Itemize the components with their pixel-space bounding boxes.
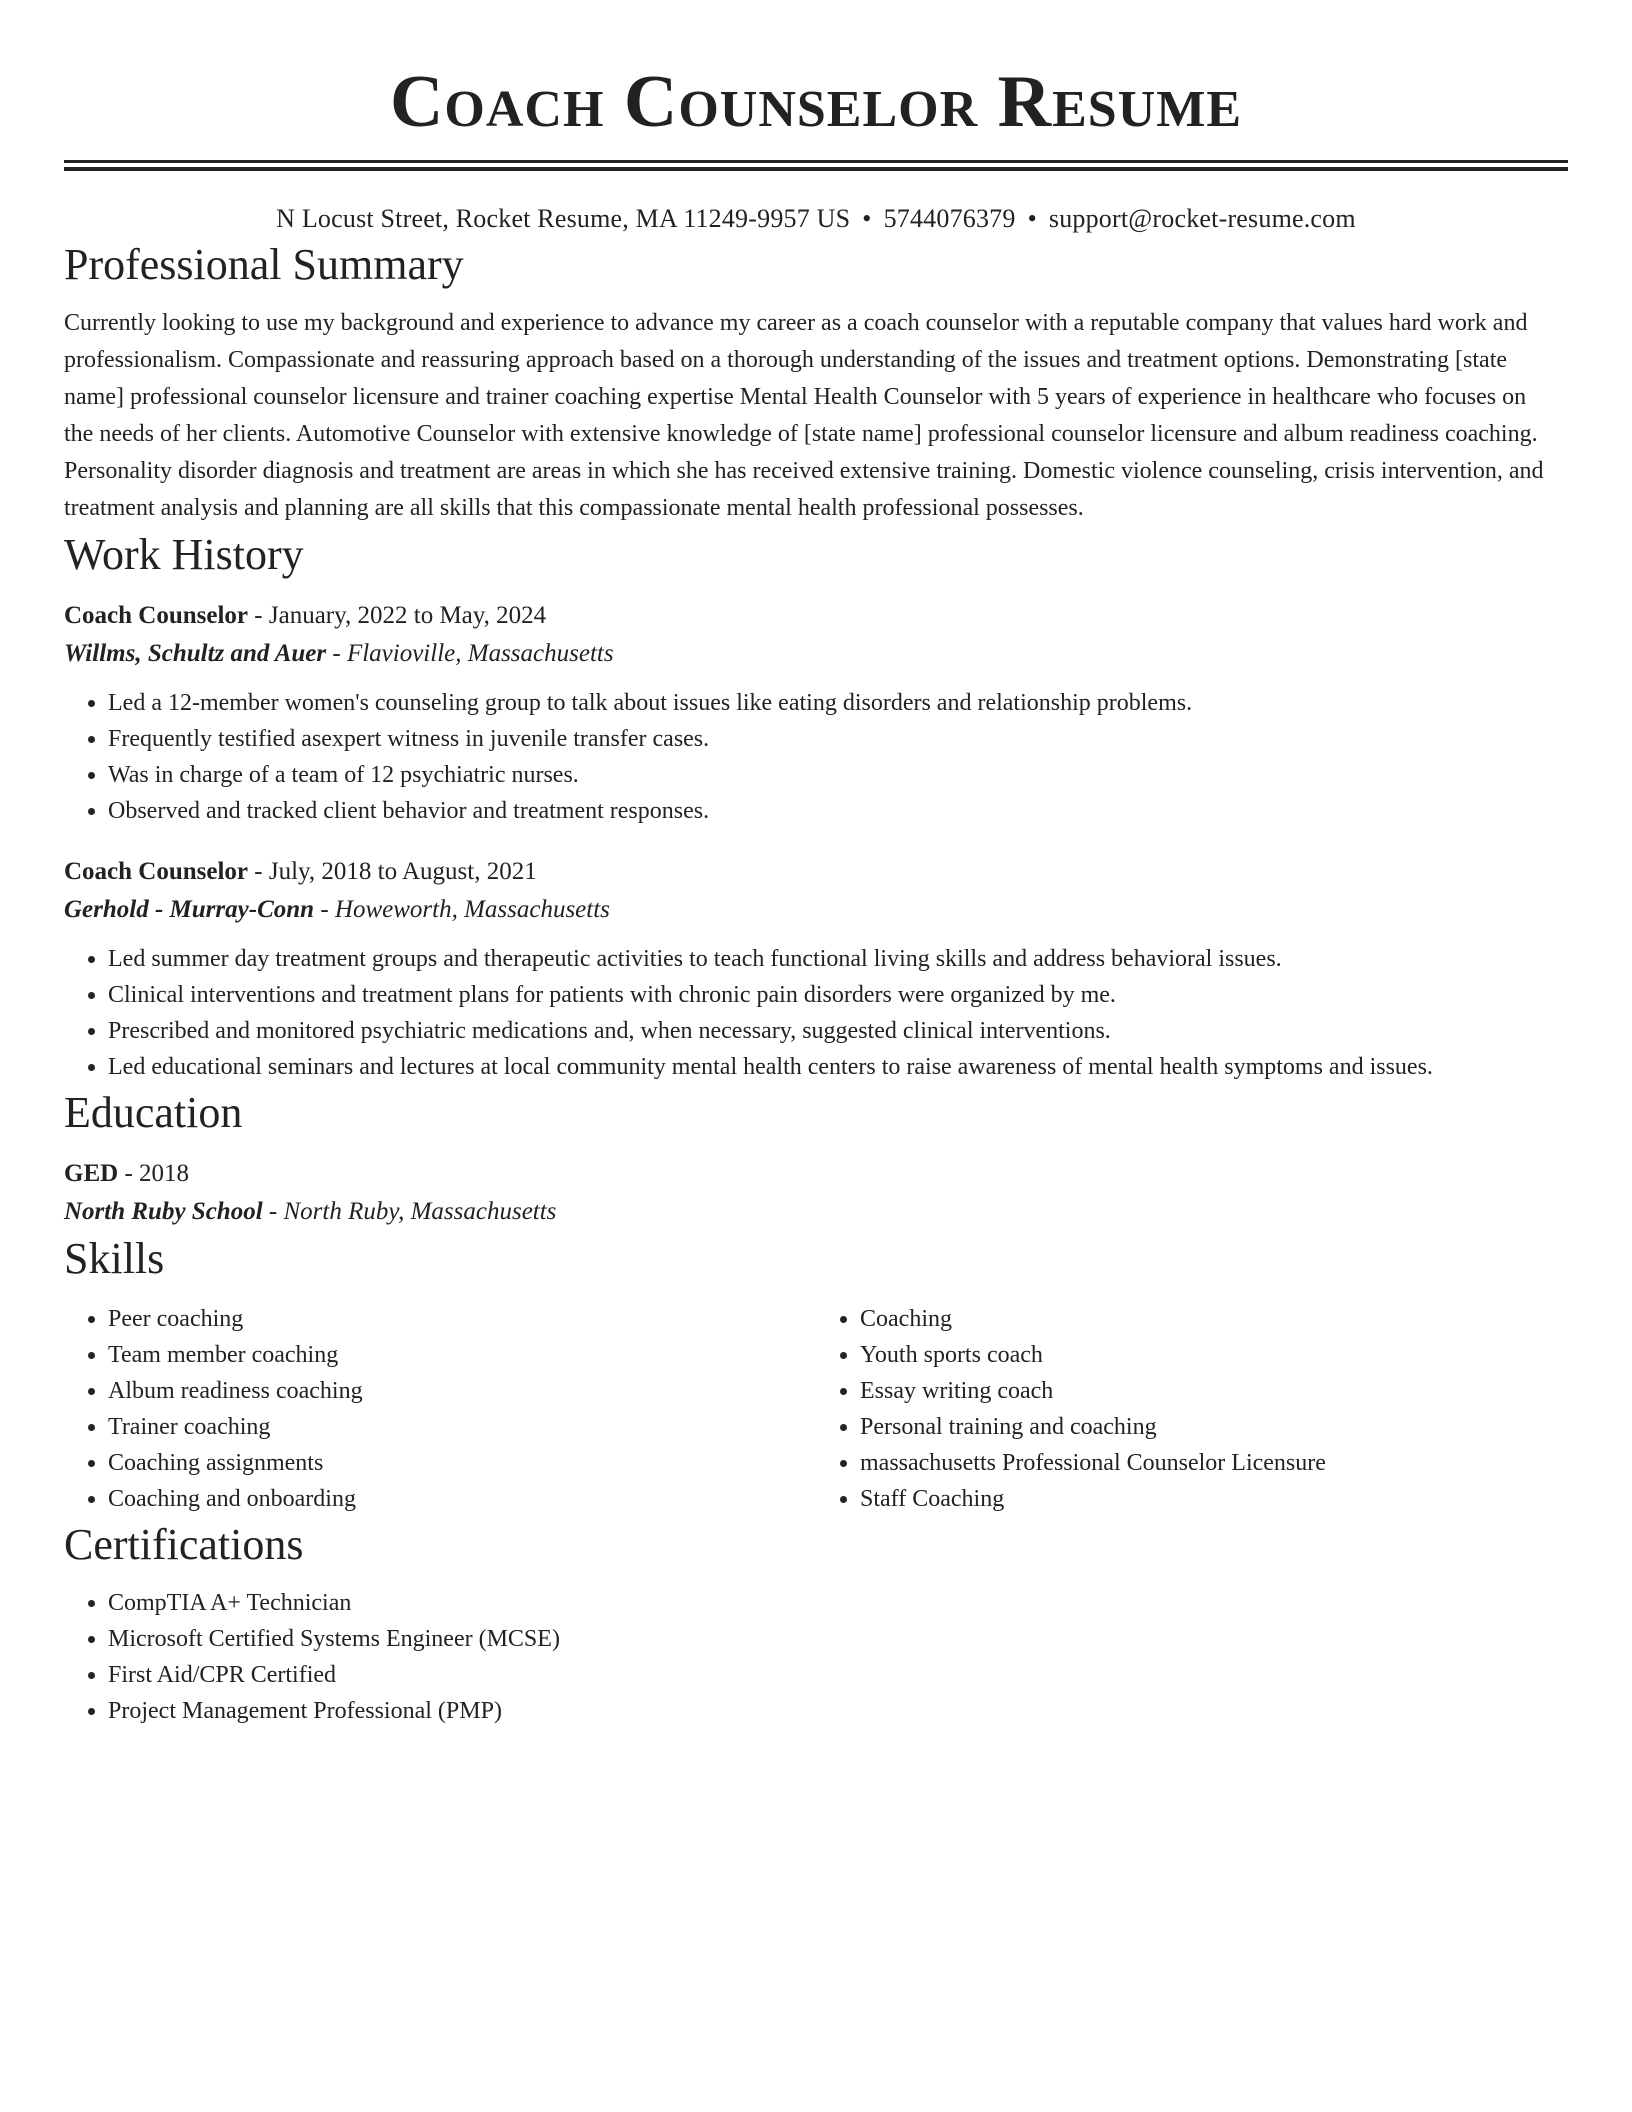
skill-item: • Peer coaching [108,1301,816,1337]
certification-item: • CompTIA A+ Technician [108,1585,1568,1621]
skill-item: • Personal training and coaching [860,1409,1568,1445]
employer-name: Willms, Schultz and Auer [64,640,327,667]
skill-item: • Coaching assignments [108,1445,816,1481]
summary-heading: Professional Summary [64,240,464,289]
job-bullet: • Prescribed and monitored psychiatric medications and, when necessary, suggested clinical interventions. [108,1013,1568,1049]
skill-item: • Coaching and onboarding [108,1481,816,1517]
school-line [64,1193,1568,1231]
job-bullet: • Led summer day treatment groups and therapeutic activities to teach functional living skills and address behavioral issues. [108,941,1568,977]
dash: - [326,640,347,667]
job-dates: July, 2018 to August, 2021 [268,858,537,885]
graduation-year: 2018 [139,1160,190,1187]
certification-item: • Microsoft Certified Systems Engineer (MCSE) [108,1621,1568,1657]
skill-item: • Youth sports coach [860,1337,1568,1373]
job-entry [64,853,1568,1085]
job-dates: January, 2022 to May, 2024 [268,602,547,629]
school-name: North Ruby School [64,1198,263,1225]
job-bullet: • Clinical interventions and treatment plans for patients with chronic pain disorders were organized by me. [108,977,1568,1013]
job-title: Coach Counselor [64,858,249,885]
degree-line [64,1155,1568,1193]
employer-line [64,635,1568,673]
education-entry [64,1155,1568,1231]
title-divider [64,160,1568,171]
job-bullet: • Led a 12-member women's counseling group to talk about issues like eating disorders and relationship problems. [108,685,1568,721]
contact-phone: 5744076379 [883,204,1016,233]
dash: - [262,1198,284,1225]
dash: - [248,858,269,885]
contact-email: support@rocket-resume.com [1048,204,1356,233]
job-bullets [64,941,1568,1085]
contact-separator: • [1027,204,1037,233]
resume-title: Coach Counselor Resume [389,61,1243,143]
degree: GED [64,1160,119,1187]
employer-location: Howeworth, Massachusetts [334,896,610,923]
skill-item: • Coaching [860,1301,1568,1337]
contact-address: N Locust Street, Rocket Resume, MA 11249-9957 US [276,204,851,233]
education-heading: Education [64,1088,243,1137]
certifications-list [64,1585,1568,1729]
skill-item: • Staff Coaching [860,1481,1568,1517]
job-bullet: • Observed and tracked client behavior and treatment responses. [108,793,1568,829]
contact-separator: • [862,204,872,233]
dash: - [118,1160,140,1187]
skill-item: • massachusetts Professional Counselor Licensure [860,1445,1568,1481]
school-location: North Ruby, Massachusetts [283,1198,557,1225]
employer-name: Gerhold - Murray-Conn [64,896,315,923]
skill-item: • Team member coaching [108,1337,816,1373]
job-title-line [64,597,1568,635]
job-title-line [64,853,1568,891]
employer-line [64,891,1568,929]
summary-text: Currently looking to use my background and experience to advance my career as a coach counselor with a reputable company that values hard work and professionalism. Compassionate and reassuring approach based on a thorough understanding of the issues and treatment options. Demonstrating [state name] professional counselor licensure and trainer coaching expertise Mental Health Counselor with 5 years of experience in healthcare who focuses on the needs of her clients. Automotive Counselor with extensive knowledge of [state name] professional counselor licensure and album readiness coaching. Personality disorder diagnosis and treatment are areas in which she has received extensive training. Domestic violence counseling, crisis intervention, and treatment analysis and planning are all skills that this compassionate mental health professional possesses. [64,310,1544,521]
certification-item: • Project Management Professional (PMP) [108,1693,1568,1729]
job-bullets [64,685,1568,829]
skill-item: • Album readiness coaching [108,1373,816,1409]
job-bullet: • Was in charge of a team of 12 psychiatric nurses. [108,757,1568,793]
job-bullet: • Led educational seminars and lectures at local community mental health centers to raise awareness of mental health symptoms and issues. [108,1049,1568,1085]
dash: - [248,602,269,629]
work-history-heading: Work History [64,530,304,579]
skills-list-right [816,1301,1568,1517]
skills-columns [64,1301,1568,1517]
employer-location: Flavioville, Massachusetts [346,640,614,667]
dash: - [314,896,335,923]
skills-list-left [64,1301,816,1517]
certification-item: • First Aid/CPR Certified [108,1657,1568,1693]
contact-line [64,201,1568,237]
certifications-heading: Certifications [64,1520,304,1569]
job-title: Coach Counselor [64,602,249,629]
job-entry [64,597,1568,829]
skill-item: • Essay writing coach [860,1373,1568,1409]
skill-item: • Trainer coaching [108,1409,816,1445]
skills-heading: Skills [64,1234,165,1283]
job-bullet: • Frequently testified asexpert witness in juvenile transfer cases. [108,721,1568,757]
